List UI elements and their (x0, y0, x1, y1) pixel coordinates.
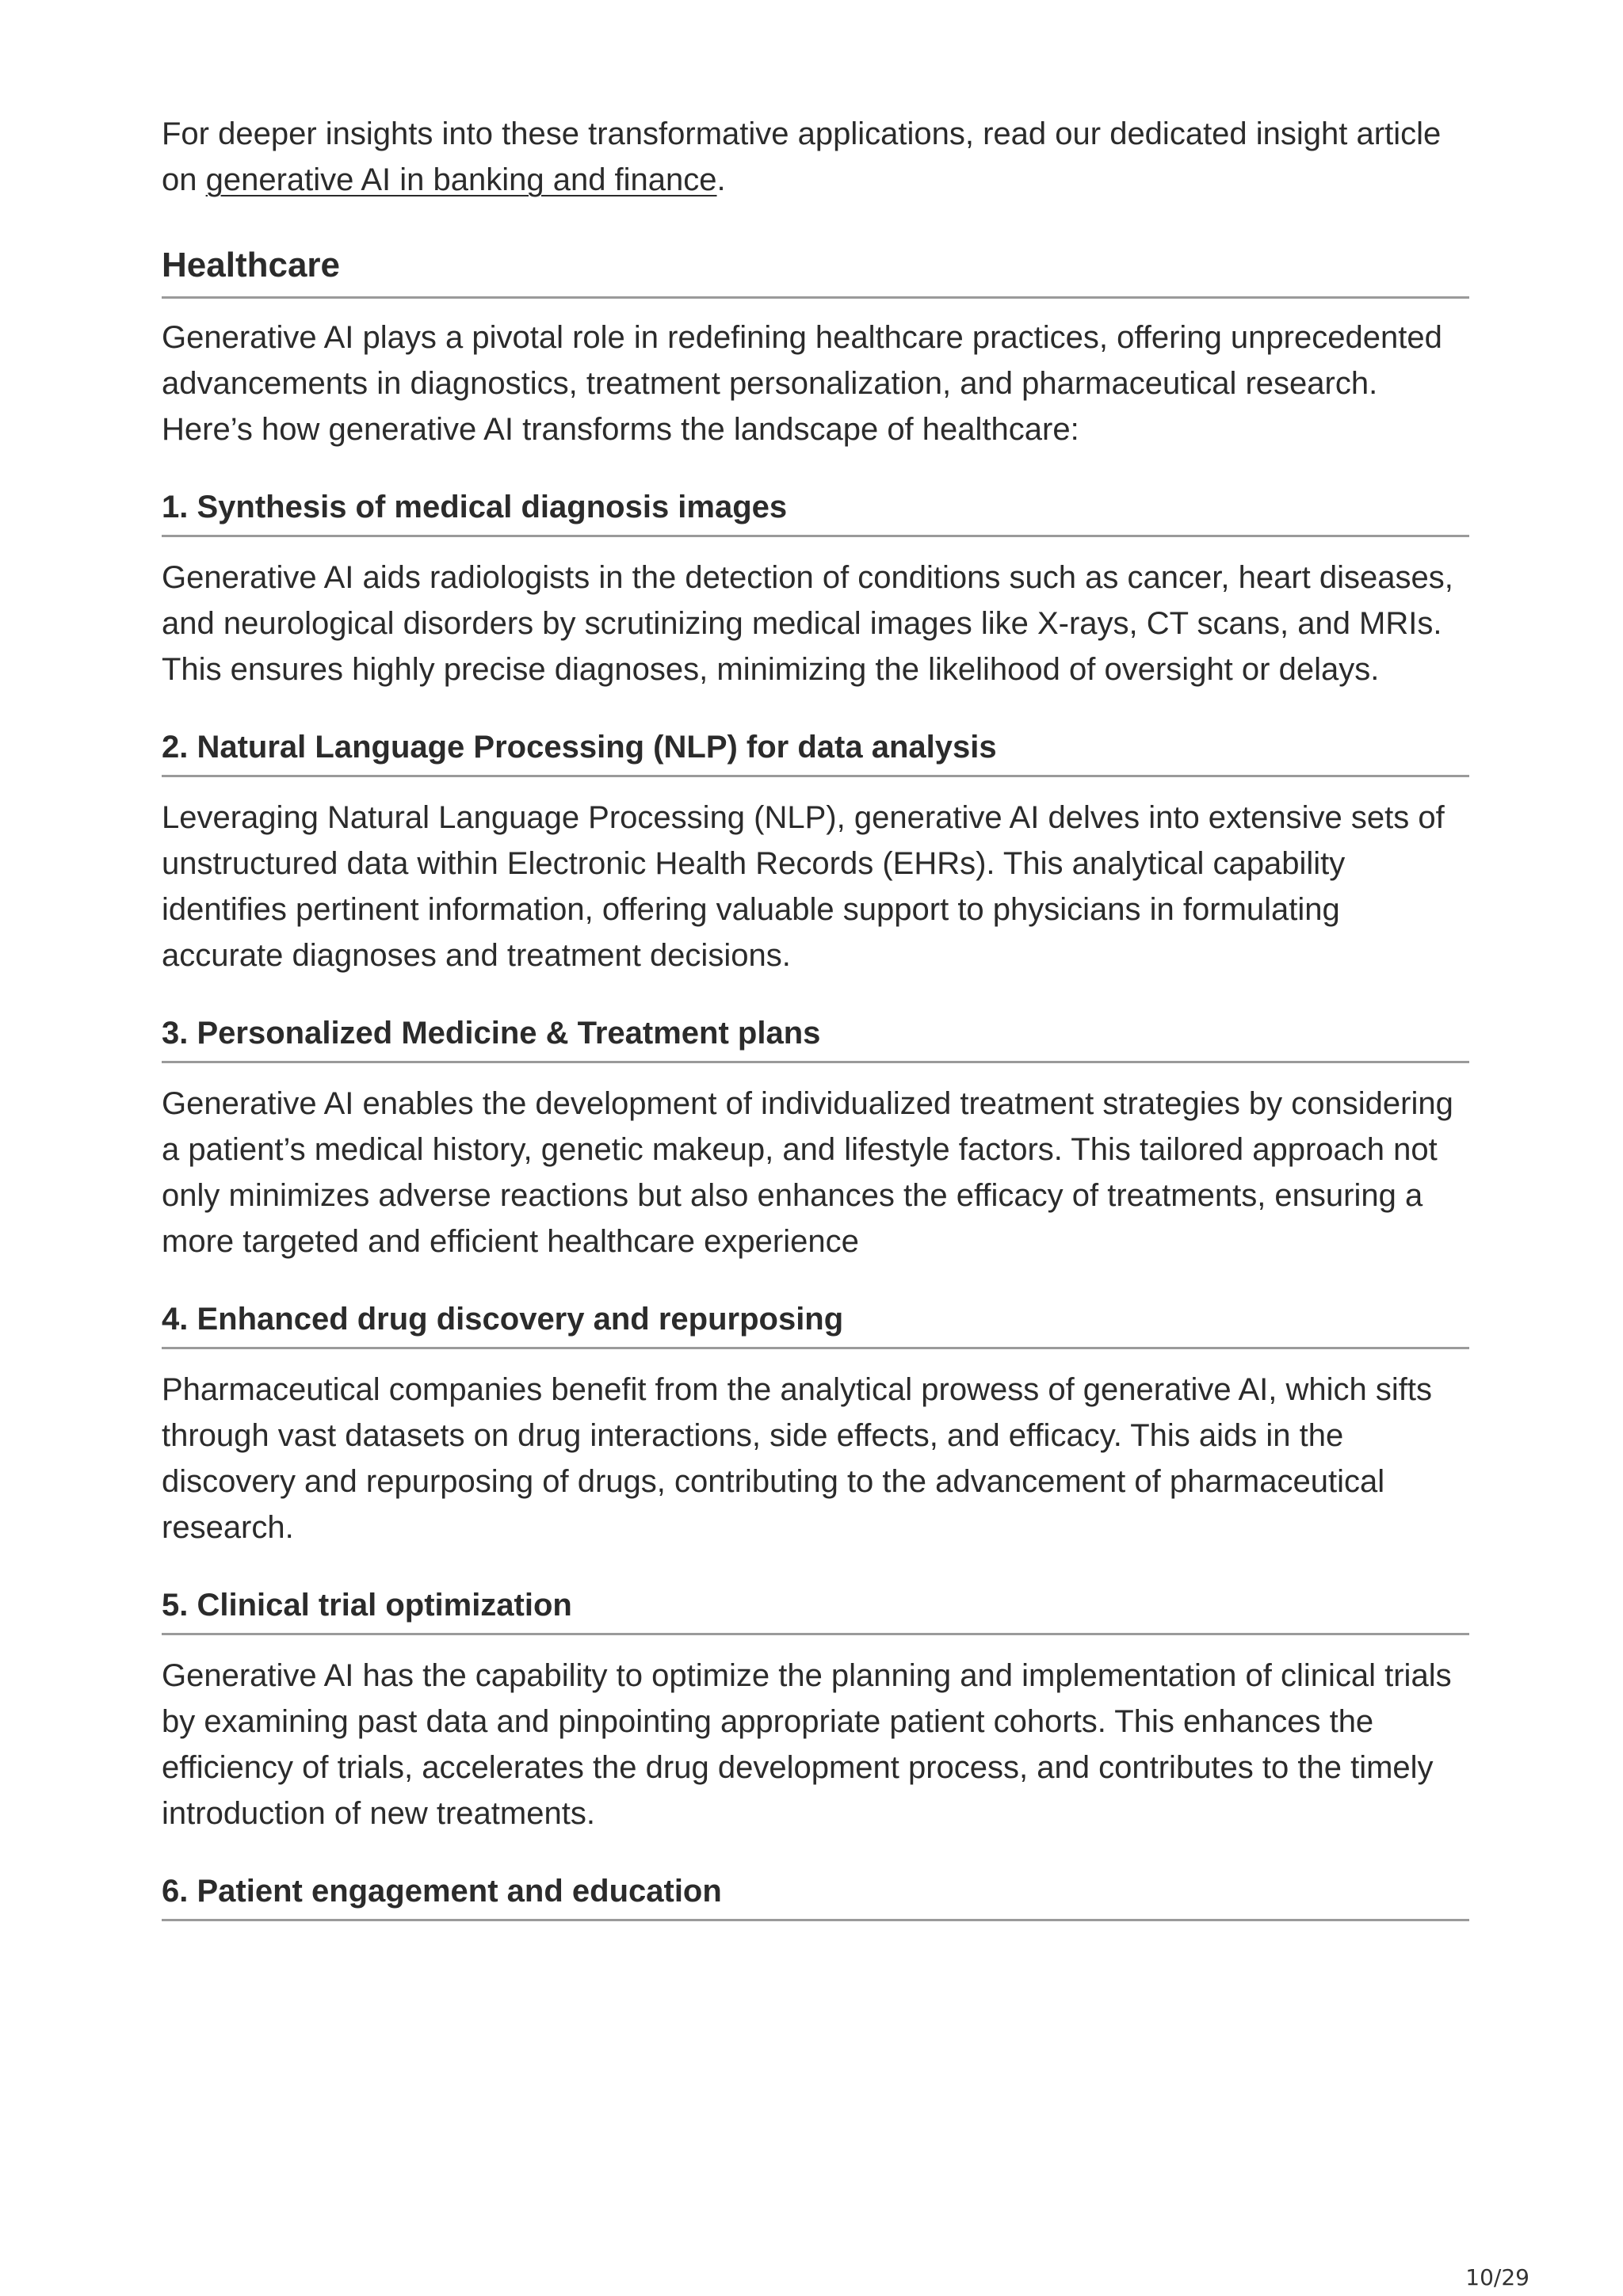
item-heading-3: 3. Personalized Medicine & Treatment plans (162, 1010, 1469, 1063)
item-body-3: Generative AI enables the development of individualized treatment strategies by considering a patient’s medical history, genetic makeup, and lifestyle factors. This tailored approach not only minimizes adverse reactions but also enhances the efficacy of treatments, ensuring a more targeted and efficient healthcare experience (162, 1086, 1453, 1259)
section-heading-healthcare: Healthcare (162, 242, 1469, 299)
item-body-2: Leveraging Natural Language Processing (NLP), generative AI delves into extensive sets of unstructured data within Electronic Health Records (EHRs). This analytical capability identifies pertinent information, offering valuable support to physicians in formulating accurate diagnoses and treatment decisions. (162, 800, 1445, 973)
item-heading-2: 2. Natural Language Processing (NLP) for data analysis (162, 724, 1469, 777)
item-heading-5: 5. Clinical trial optimization (162, 1582, 1469, 1635)
item-heading-1: 1. Synthesis of medical diagnosis images (162, 484, 1469, 537)
item-heading-6: 6. Patient engagement and education (162, 1868, 1469, 1921)
item-heading-4: 4. Enhanced drug discovery and repurposing (162, 1296, 1469, 1349)
intro-text-before: For deeper insights into these transformative applications, read our dedicated insight article on (162, 116, 1442, 197)
article-content (162, 111, 1469, 1921)
item-body-5: Generative AI has the capability to optimize the planning and implementation of clinical trials by examining past data and pinpointing appropriate patient cohorts. This enhances the efficiency of trials, accelerates the drug development process, and contributes to the timely introduction of new treatments. (162, 1658, 1452, 1831)
item-body-4: Pharmaceutical companies benefit from the analytical prowess of generative AI, which sifts through vast datasets on drug interactions, side effects, and efficacy. This aids in the discovery and repurposing of drugs, contributing to the advancement of pharmaceutical research. (162, 1372, 1433, 1545)
banking-finance-link[interactable]: generative AI in banking and finance (205, 162, 717, 197)
item-body-1: Generative AI aids radiologists in the detection of conditions such as cancer, heart diseases, and neurological disorders by scrutinizing medical images like X-rays, CT scans, and MRIs. This ensures highly precise diagnoses, minimizing the likelihood of oversight or delays. (162, 560, 1453, 687)
intro-paragraph (162, 111, 1469, 203)
page-number: 10/29 (1465, 2264, 1529, 2290)
intro-text-after: . (716, 162, 726, 197)
section-intro: Generative AI plays a pivotal role in redefining healthcare practices, offering unprecedented advancements in diagnostics, treatment personalization, and pharmaceutical research. Here’s how generative AI transforms the landscape of healthcare: (162, 320, 1442, 447)
